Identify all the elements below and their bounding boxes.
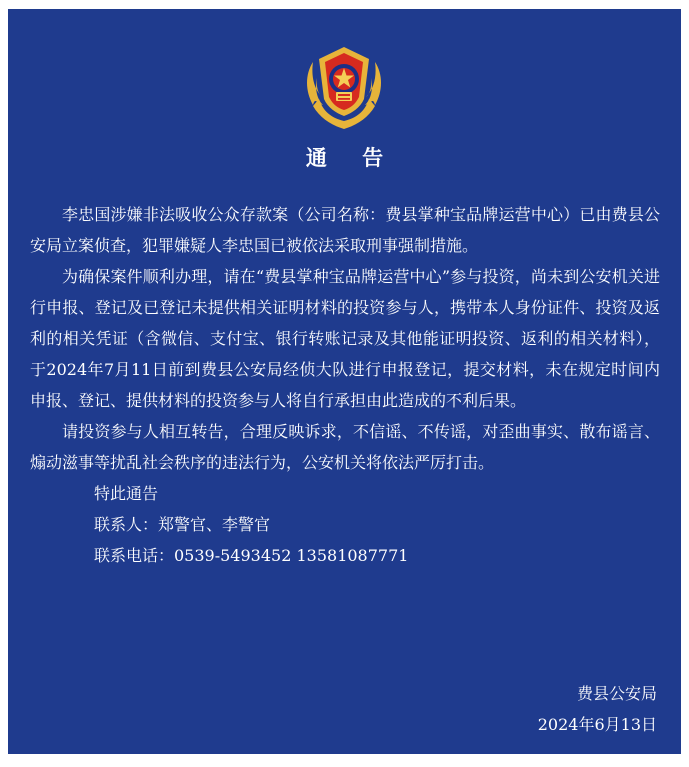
- notice-closing: 特此通告: [94, 484, 159, 503]
- notice-paragraph-2: 为确保案件顺利办理，请在“费县掌种宝品牌运营中心”参与投资，尚未到公安机关进行申报、登记及已登记未提供相关证明材料的投资参与人，携带本人身份证件、投资及返利的相关凭证（含微信、支付宝、银行转账记录及其他能证明投资、返利的相关材料），于2024年7月11日前到费县公安局经侦大队进行申报登记，提交材料，未在规定时间内申报、登记、提供材料的投资参与人将自行承担由此造成的不利后果。: [30, 267, 660, 410]
- issuer: 费县公安局: [576, 684, 657, 703]
- contact-phone: 联系电话：0539-5493452 13581087771: [94, 546, 409, 565]
- contact-person: 联系人：郑警官、李警官: [94, 515, 271, 534]
- notice-footer: [538, 678, 657, 740]
- police-emblem-icon: [305, 45, 383, 133]
- notice-panel: [8, 9, 681, 754]
- notice-paragraph-3: 请投资参与人相互转告，合理反映诉求，不信谣、不传谣，对歪曲事实、散布谣言、煽动滋事等扰乱社会秩序的违法行为，公安机关将依法严厉打击。: [30, 422, 660, 472]
- notice-title: 通 告: [305, 146, 398, 170]
- notice-paragraph-1: 李忠国涉嫌非法吸收公众存款案（公司名称：费县掌种宝品牌运营中心）已由费县公安局立案侦查，犯罪嫌疑人李忠国已被依法采取刑事强制措施。: [30, 205, 660, 255]
- notice-body: [30, 199, 660, 571]
- issue-date: 2024年6月13日: [537, 715, 657, 734]
